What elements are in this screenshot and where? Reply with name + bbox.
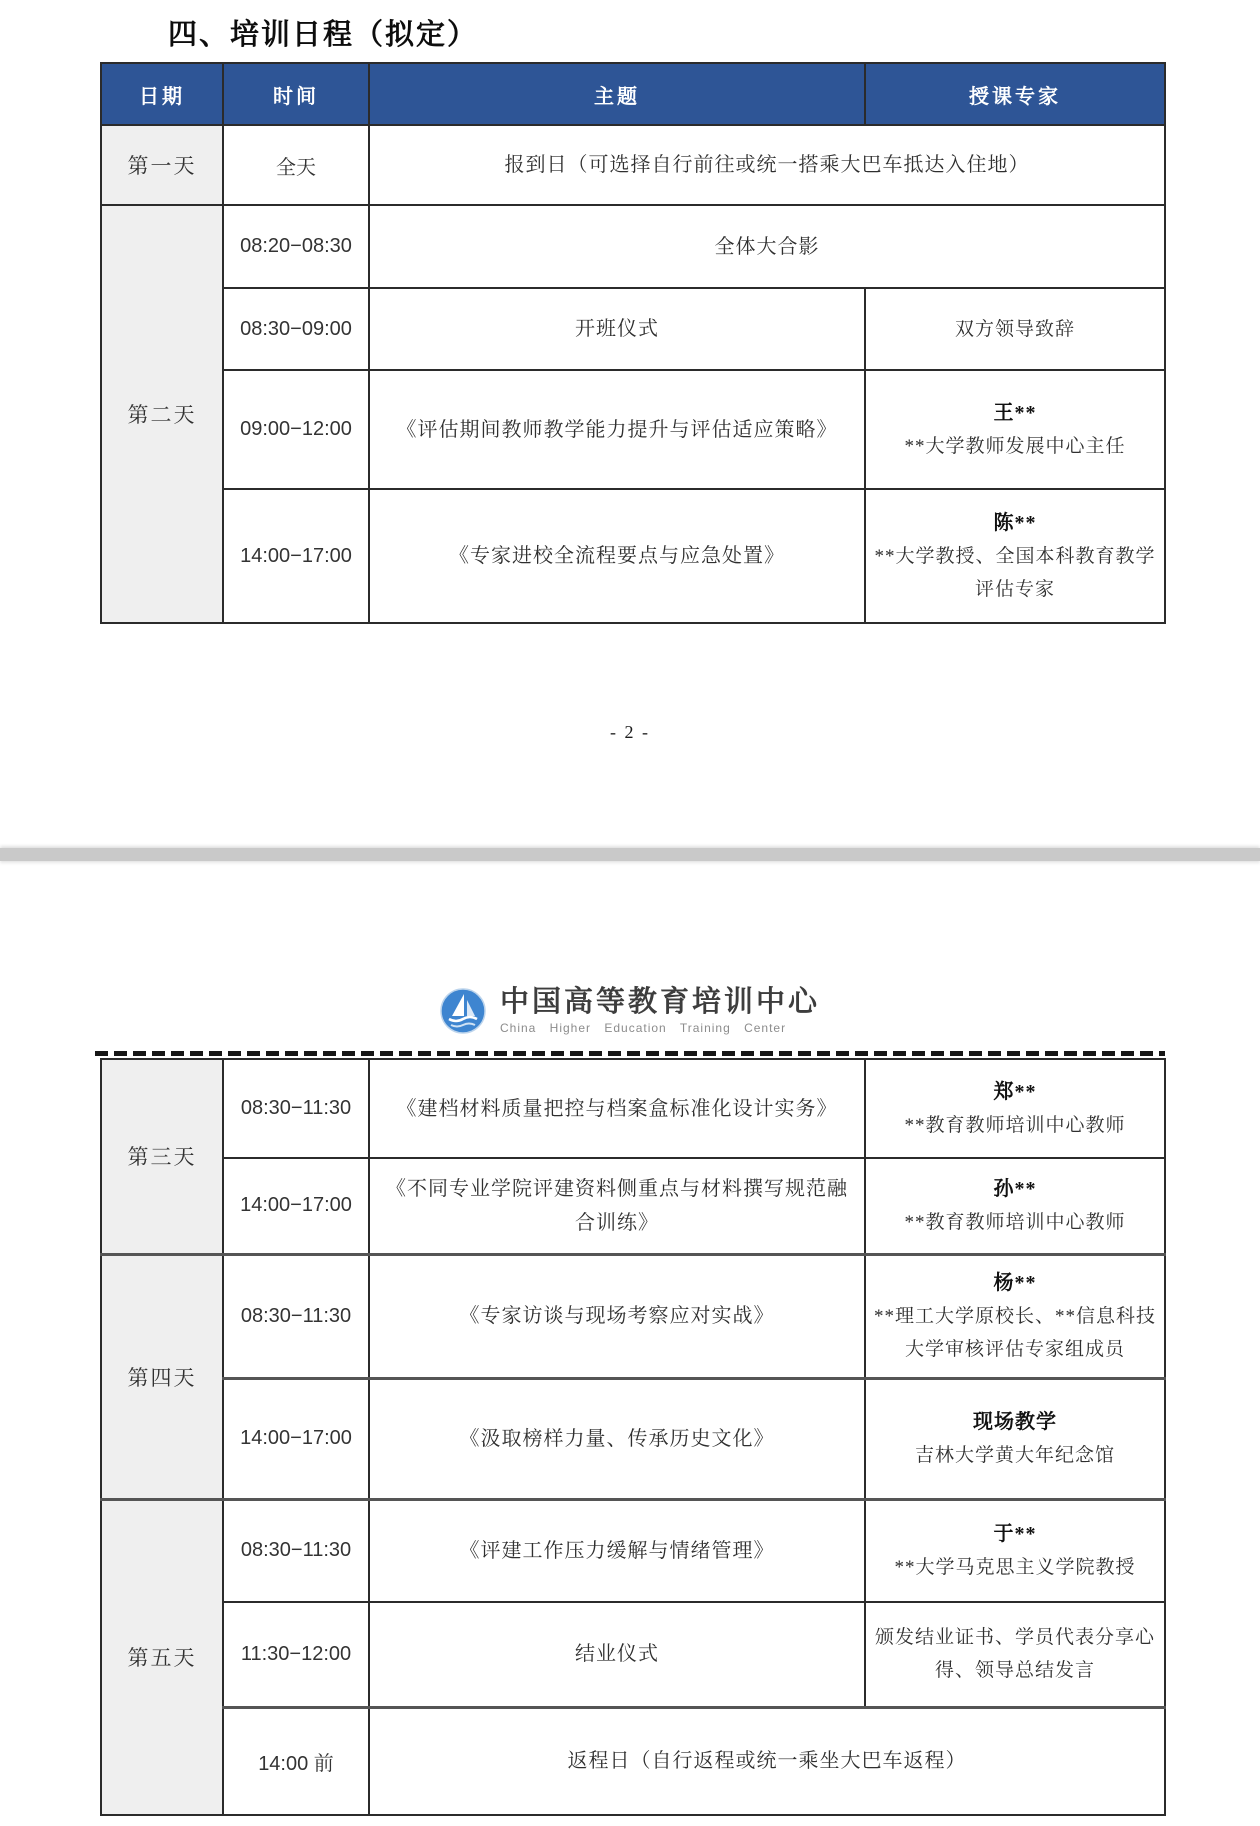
expert-cell bbox=[865, 1254, 1165, 1378]
topic-cell: 《汲取榜样力量、传承历史文化》 bbox=[369, 1378, 865, 1499]
expert-note: 双方领导致辞 bbox=[954, 318, 1075, 340]
schedule-table-page1 bbox=[100, 62, 1166, 624]
expert-name: 王** bbox=[993, 401, 1037, 424]
expert-title: 吉林大学黄大年纪念馆 bbox=[914, 1444, 1115, 1466]
table-row bbox=[101, 1707, 1165, 1815]
expert-cell bbox=[865, 1378, 1165, 1499]
page-separator bbox=[0, 848, 1260, 861]
topic-cell: 报到日（可选择自行前往或统一搭乘大巴车抵达入住地） bbox=[369, 125, 1165, 205]
expert-cell bbox=[865, 1499, 1165, 1602]
expert-title: **教育教师培训中心教师 bbox=[904, 1211, 1126, 1233]
expert-cell bbox=[865, 1059, 1165, 1158]
topic-cell: 《专家访谈与现场考察应对实战》 bbox=[369, 1254, 865, 1378]
col-header-time: 时间 bbox=[223, 63, 369, 125]
expert-name: 郑** bbox=[993, 1080, 1037, 1103]
org-name-en: China Higher Education Training Center bbox=[499, 1021, 787, 1035]
col-header-expert: 授课专家 bbox=[865, 63, 1165, 125]
table-row bbox=[101, 489, 1165, 623]
document-title: 四、培训日程（拟定） bbox=[168, 19, 479, 51]
expert-name: 杨** bbox=[993, 1271, 1037, 1294]
expert-name: 于** bbox=[993, 1522, 1037, 1545]
expert-title: **理工大学原校长、**信息科技大学审核评估专家组成员 bbox=[873, 1305, 1156, 1360]
org-name-cn: 中国高等教育培训中心 bbox=[499, 986, 820, 1018]
topic-cell: 《不同专业学院评建资料侧重点与材料撰写规范融合训练》 bbox=[369, 1158, 865, 1254]
table-row bbox=[101, 125, 1165, 205]
expert-cell bbox=[865, 489, 1165, 623]
table-row bbox=[101, 1158, 1165, 1254]
logo-sailboat-icon bbox=[440, 988, 486, 1034]
schedule-table-page2 bbox=[100, 1058, 1166, 1816]
expert-title: **大学马克思主义学院教授 bbox=[894, 1556, 1136, 1578]
day-cell: 第四天 bbox=[101, 1254, 223, 1499]
col-header-date: 日期 bbox=[101, 63, 223, 125]
topic-cell: 《建档材料质量把控与档案盒标准化设计实务》 bbox=[369, 1059, 865, 1158]
expert-cell bbox=[865, 1158, 1165, 1254]
expert-cell bbox=[865, 288, 1165, 370]
expert-title: **大学教师发展中心主任 bbox=[904, 435, 1126, 457]
topic-cell: 结业仪式 bbox=[369, 1602, 865, 1707]
org-logo bbox=[0, 986, 1260, 1035]
table-header-row bbox=[101, 63, 1165, 125]
table-row bbox=[101, 1378, 1165, 1499]
topic-cell: 全体大合影 bbox=[369, 205, 1165, 288]
expert-note: 颁发结业证书、学员代表分享心得、领导总结发言 bbox=[874, 1627, 1155, 1682]
time-cell: 14:00 前 bbox=[223, 1707, 369, 1815]
expert-title: **教育教师培训中心教师 bbox=[904, 1114, 1126, 1136]
time-cell: 08:30−09:00 bbox=[223, 288, 369, 370]
time-cell: 08:30−11:30 bbox=[223, 1499, 369, 1602]
table-row bbox=[101, 205, 1165, 288]
page-number: - 2 - bbox=[610, 722, 650, 742]
day-cell: 第一天 bbox=[101, 125, 223, 205]
expert-name: 陈** bbox=[993, 511, 1037, 534]
day-cell: 第二天 bbox=[101, 205, 223, 623]
time-cell: 14:00−17:00 bbox=[223, 489, 369, 623]
table-row bbox=[101, 1059, 1165, 1158]
time-cell: 14:00−17:00 bbox=[223, 1158, 369, 1254]
table-row bbox=[101, 1254, 1165, 1378]
time-cell: 08:30−11:30 bbox=[223, 1059, 369, 1158]
table-row bbox=[101, 288, 1165, 370]
topic-cell: 《专家进校全流程要点与应急处置》 bbox=[369, 489, 865, 623]
topic-cell: 《评估期间教师教学能力提升与评估适应策略》 bbox=[369, 370, 865, 489]
table-row bbox=[101, 1602, 1165, 1707]
time-cell: 09:00−12:00 bbox=[223, 370, 369, 489]
expert-title: **大学教授、全国本科教育教学评估专家 bbox=[874, 545, 1156, 600]
topic-cell: 开班仪式 bbox=[369, 288, 865, 370]
dashed-divider bbox=[95, 1051, 1165, 1056]
expert-cell bbox=[865, 370, 1165, 489]
topic-cell: 返程日（自行返程或统一乘坐大巴车返程） bbox=[369, 1707, 1165, 1815]
time-cell: 14:00−17:00 bbox=[223, 1378, 369, 1499]
expert-name: 孙** bbox=[993, 1177, 1037, 1200]
expert-name: 现场教学 bbox=[973, 1410, 1057, 1433]
time-cell: 08:30−11:30 bbox=[223, 1254, 369, 1378]
time-cell: 全天 bbox=[223, 125, 369, 205]
time-cell: 08:20−08:30 bbox=[223, 205, 369, 288]
table-row bbox=[101, 370, 1165, 489]
col-header-topic: 主题 bbox=[369, 63, 865, 125]
day-cell: 第三天 bbox=[101, 1059, 223, 1254]
expert-cell bbox=[865, 1602, 1165, 1707]
day-cell: 第五天 bbox=[101, 1499, 223, 1815]
time-cell: 11:30−12:00 bbox=[223, 1602, 369, 1707]
table-row bbox=[101, 1499, 1165, 1602]
topic-cell: 《评建工作压力缓解与情绪管理》 bbox=[369, 1499, 865, 1602]
